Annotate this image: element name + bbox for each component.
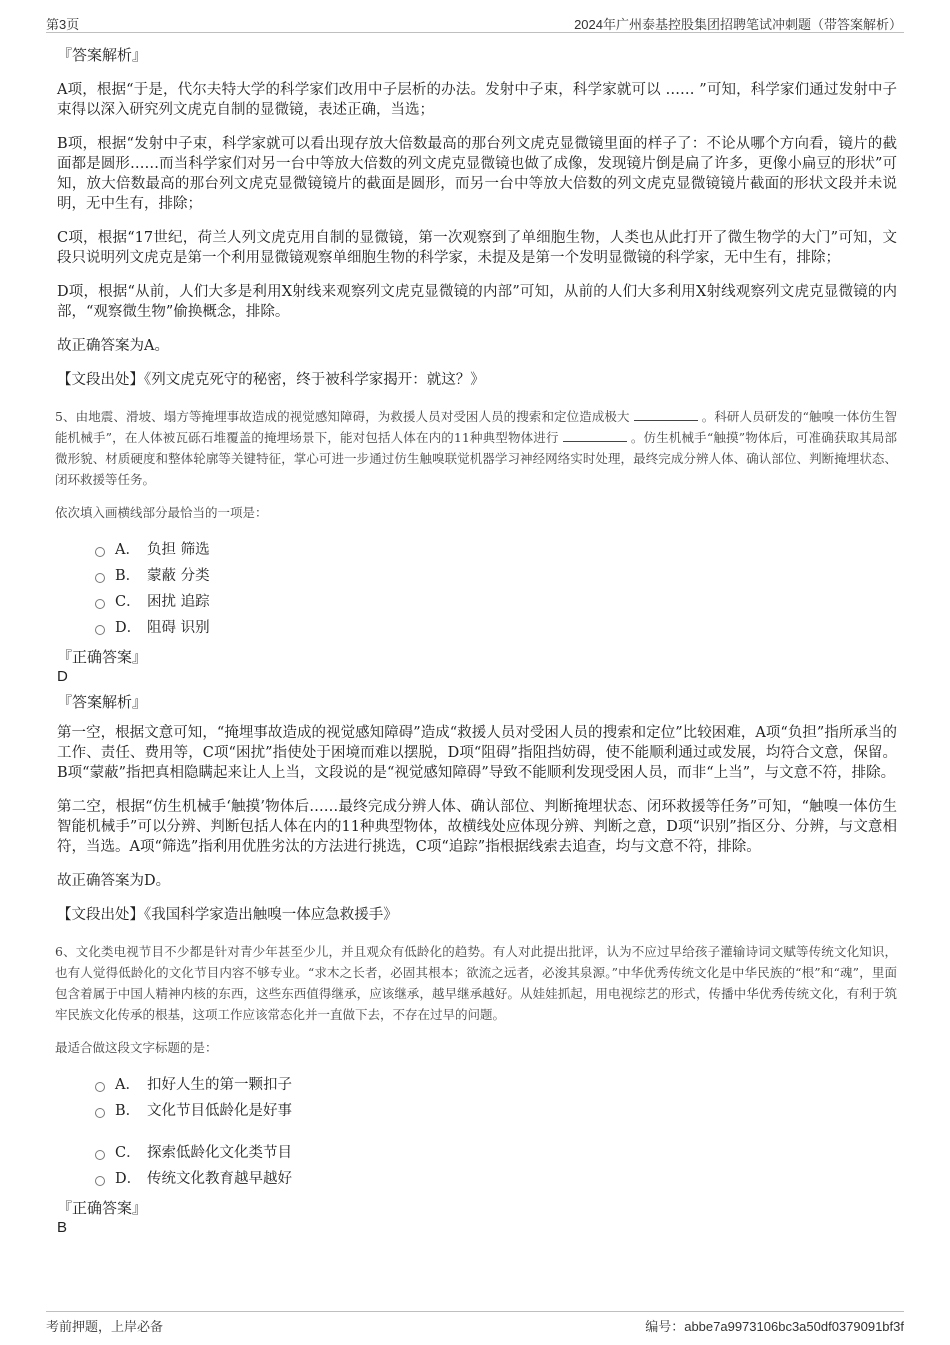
q5-answer: D — [57, 668, 68, 685]
page-content — [57, 44, 897, 1242]
radio-icon[interactable] — [95, 547, 105, 557]
q4-analysis-para-a: A项，根据“于是，代尔夫特大学的科学家们改用中子层析的办法。发射中子束，科学家就可以 …… ”可知，科学家们通过发射中子束得以深入研究列文虎克自制的显微镜，表述正确，当选； — [57, 82, 897, 118]
q5-option-c[interactable] — [95, 589, 897, 615]
radio-icon[interactable] — [95, 625, 105, 635]
q5-prompt: 依次填入画横线部分最恰当的一项是： — [55, 505, 268, 520]
q6-answer: B — [57, 1219, 68, 1236]
q5-source: 【文段出处】《我国科学家造出触嗅一体应急救援手》 — [57, 907, 398, 923]
q6-answer-label: 『正确答案』 — [57, 1199, 148, 1217]
q5-blank-1 — [634, 408, 698, 421]
q6-option-d[interactable] — [95, 1166, 897, 1192]
q5-stem-part-3: 。仿生机械手“触摸”物体后，可准确获取其局部微形貌、材质硬度和整体轮廓等关键特征，掌心可进一步通过仿生触嗅联觉机器学习神经网络实时处理，最终完成分辨人体、确认部位、判断掩埋状态、闭环救援等任务。 — [55, 430, 897, 487]
q6-prompt: 最适合做这段文字标题的是： — [55, 1040, 218, 1055]
page-footer — [46, 1311, 904, 1338]
radio-icon[interactable] — [95, 1082, 105, 1092]
q5-stem-part-1: 5、由地震、滑坡、塌方等掩埋事故造成的视觉感知障碍，为救援人员对受困人员的搜索和定位造成极大 — [55, 409, 630, 424]
radio-icon[interactable] — [95, 1150, 105, 1160]
q6-option-c[interactable] — [95, 1140, 897, 1166]
q4-analysis-label: 『答案解析』 — [57, 46, 148, 64]
q4-analysis-para-b: B项，根据“发射中子束，科学家就可以看出现存放大倍数最高的那台列文虎克显微镜里面的样子了：不论从哪个方向看，镜片的截面都是圆形……而当科学家们对另一台中等放大倍数的列文虎克显微镜也做了成像，发现镜片倒是扁了许多，更像小扁豆的形状”可知，放大倍数最高的那台列文虎克显微镜镜片的截面是圆形，而另一台中等放大倍数的列文虎克显微镜镜片截面的形状文段并未说明，无中生有，排除； — [57, 136, 897, 212]
q5-answer-label: 『正确答案』 — [57, 648, 148, 666]
option-text: 困扰 追踪 — [147, 594, 210, 610]
q5-stem-part-2: 。科研人员研发的“触嗅一体仿生智能机械手”，在人体被瓦砾石堆覆盖的掩埋场景下，能对包括人体在内的11种典型物体进行 — [55, 409, 897, 445]
radio-icon[interactable] — [95, 1108, 105, 1118]
option-text: 扣好人生的第一颗扣子 — [147, 1077, 292, 1093]
q6-option-b[interactable] — [95, 1098, 897, 1124]
q5-analysis-para-1: 第一空，根据文意可知，“掩埋事故造成的视觉感知障碍”造成“救援人员对受困人员的搜索和定位”比较困难，A项“负担”指所承当的工作、责任、费用等，C项“困扰”指使处于困境而难以摆脱，D项“阻碍”指阻挡妨碍，使不能顺利通过或发展，均符合文意，保留。B项“蒙蔽”指把真相隐瞒起来让人上当，文段说的是“视觉感知障碍”导致不能顺利发现受困人员，而非“上当”，与文意不符，排除。 — [57, 725, 897, 781]
option-text: 负担 筛选 — [147, 542, 210, 558]
radio-icon[interactable] — [95, 573, 105, 583]
q5-option-b[interactable] — [95, 563, 897, 589]
q5-analysis-para-2: 第二空，根据“仿生机械手‘触摸’物体后……最终完成分辨人体、确认部位、判断掩埋状态、闭环救援等任务”可知，“触嗅一体仿生智能机械手”可以分辨、判断包括人体在内的11种典型物体，故横线处应体现分辨、判断之意，D项“识别”指区分、分辨，与文意相符，当选。A项“筛选”指利用优胜劣汰的方法进行挑选，C项“追踪”指根据线索去追查，均与文意不符，排除。 — [57, 799, 897, 855]
option-text: 文化节目低龄化是好事 — [147, 1103, 292, 1119]
q4-analysis-para-c: C项，根据“17世纪，荷兰人列文虎克用自制的显微镜，第一次观察到了单细胞生物，人类也从此打开了微生物学的大门”可知，文段只说明列文虎克是第一个利用显微镜观察单细胞生物的科学家，未提及是第一个发明显微镜的科学家，无中生有，排除； — [57, 230, 897, 266]
option-letter: D． — [115, 1171, 142, 1187]
q4-analysis-para-d: D项，根据“从前，人们大多是利用X射线来观察列文虎克显微镜的内部”可知，从前的人们大多利用X射线观察列文虎克显微镜的内部，“观察微生物”偷换概念，排除。 — [57, 284, 897, 320]
page-number: 第3页 — [46, 17, 80, 32]
q5-stem — [55, 406, 897, 490]
option-letter: B． — [115, 1103, 141, 1119]
option-text: 阻碍 识别 — [147, 620, 210, 636]
option-text: 探索低龄化文化类节目 — [147, 1145, 292, 1161]
radio-icon[interactable] — [95, 1176, 105, 1186]
q6-option-a[interactable] — [95, 1072, 897, 1098]
q5-options — [95, 537, 897, 641]
radio-icon[interactable] — [95, 599, 105, 609]
document-title: 2024年广州泰基控股集团招聘笔试冲刺题（带答案解析） — [574, 17, 902, 32]
q5-blank-2 — [563, 429, 627, 442]
q5-option-a[interactable] — [95, 537, 897, 563]
option-text: 传统文化教育越早越好 — [147, 1171, 292, 1187]
footer-code — [645, 1316, 904, 1335]
q4-source: 【文段出处】《列文虎克死守的秘密，终于被科学家揭开：就这？》 — [57, 372, 485, 388]
option-letter: B． — [115, 568, 141, 584]
q4-conclusion: 故正确答案为A。 — [57, 338, 169, 354]
option-letter: D． — [115, 620, 142, 636]
page-header — [46, 12, 904, 33]
option-letter: C． — [115, 594, 141, 610]
footer-slogan: 考前押题，上岸必备 — [46, 1319, 164, 1334]
q5-analysis-label: 『答案解析』 — [57, 693, 148, 711]
q5-option-d[interactable] — [95, 615, 897, 641]
option-text: 蒙蔽 分类 — [147, 568, 210, 584]
option-letter: C． — [115, 1145, 141, 1161]
q6-options — [95, 1072, 897, 1192]
option-letter: A． — [115, 1077, 140, 1093]
footer-code-value: abbe7a9973106bc3a50df0379091bf3f — [684, 1319, 904, 1334]
q6-stem: 6、文化类电视节目不少都是针对青少年甚至少儿，并且观众有低龄化的趋势。有人对此提出批评，认为不应过早给孩子灌输诗词文赋等传统文化知识，也有人觉得低龄化的文化节目内容不够专业。“求木之长者，必固其根本；欲流之远者，必浚其泉源。”中华优秀传统文化是中华民族的“根”和“魂”，里面包含着属于中国人精神内核的东西，这些东西值得继承，应该继承，越早继承越好。从娃娃抓起，用电视综艺的形式，传播中华优秀传统文化，有利于筑牢民族文化传承的根基，这项工作应该常态化并一直做下去，不存在过早的问题。 — [55, 944, 897, 1022]
option-letter: A． — [115, 542, 140, 558]
footer-code-label: 编号： — [645, 1319, 685, 1334]
q5-conclusion: 故正确答案为D。 — [57, 873, 171, 889]
